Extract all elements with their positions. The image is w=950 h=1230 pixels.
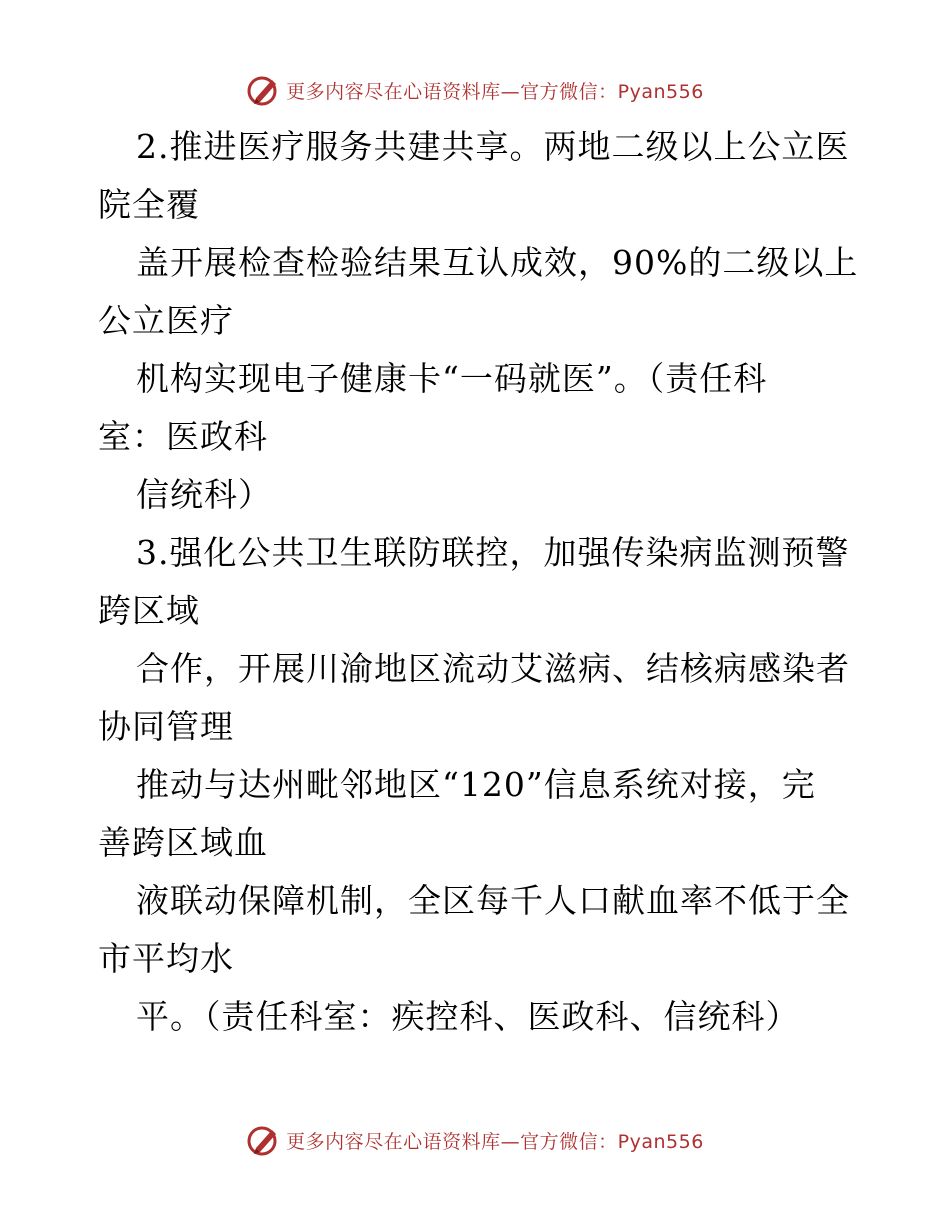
text-line: 机构实现电子健康卡“一码就医”。（责任科: [136, 359, 768, 398]
header-banner-text: 更多内容尽在心语资料库—官方微信：Pyan556: [286, 80, 704, 103]
text-line: 3.强化公共卫生联防联控，加强传染病监测预警: [136, 533, 850, 572]
text-line: 2.推进医疗服务共建共享。两地二级以上公立医: [136, 127, 850, 166]
text-line: 盖开展检查检验结果互认成效，90%的二级以上: [136, 243, 859, 282]
header-banner: [0, 70, 950, 110]
text-line: 善跨区域血: [98, 823, 268, 862]
text-line: 市平均水: [98, 939, 234, 978]
text-line: 跨区域: [98, 591, 200, 630]
pen-in-circle-icon: [246, 72, 282, 108]
text-line: 信统科）: [136, 475, 272, 514]
text-line: 室：医政科: [98, 417, 268, 456]
footer-banner-text: 更多内容尽在心语资料库—官方微信：Pyan556: [286, 1130, 704, 1153]
footer-banner: [0, 1120, 950, 1160]
text-line: 平。（责任科室：疾控科、医政科、信统科）: [136, 997, 800, 1036]
text-line: 协同管理: [98, 707, 234, 746]
text-line: 推动与达州毗邻地区“120”信息系统对接，完: [136, 765, 816, 804]
document-body: [98, 118, 858, 1046]
text-line: 公立医疗: [98, 301, 234, 340]
pen-in-circle-icon: [246, 1122, 282, 1158]
text-line: 合作，开展川渝地区流动艾滋病、结核病感染者: [136, 649, 850, 688]
text-line: 液联动保障机制，全区每千人口献血率不低于全: [136, 881, 850, 920]
text-line: 院全覆: [98, 185, 200, 224]
